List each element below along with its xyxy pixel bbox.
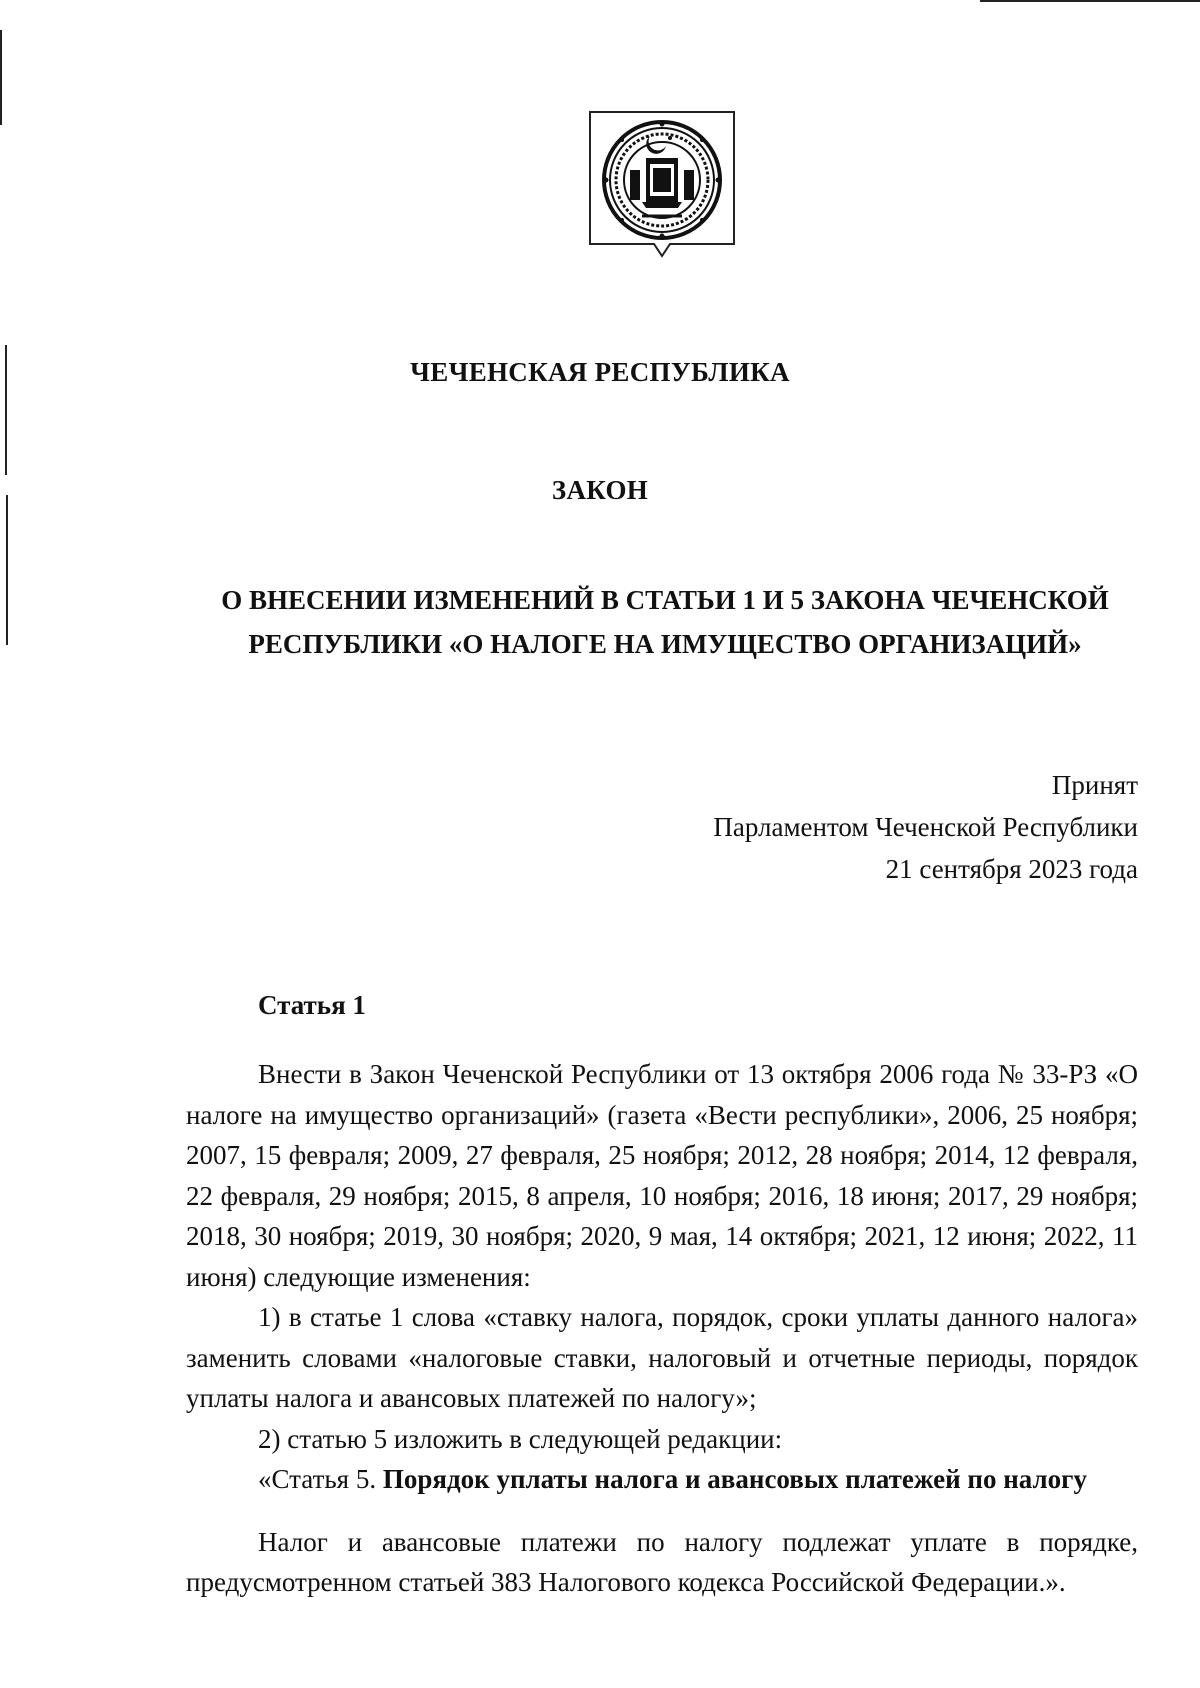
- article-5-title: Порядок уплаты налога и авансовых платежей по налогу: [382, 1464, 1087, 1494]
- amendment-item-2: 2) статью 5 изложить в следующей редакции:: [258, 1423, 783, 1454]
- adopted-date: 21 сентября 2023 года: [885, 854, 1138, 884]
- adopted-label: Принят: [1051, 770, 1138, 800]
- republic-title: ЧЕЧЕНСКАЯ РЕСПУБЛИКА: [410, 357, 790, 387]
- adoption-block: [713, 764, 1138, 890]
- article-1-body: [186, 1054, 1138, 1603]
- article-5-body: Налог и авансовые платежи по налогу подлежат уплате в порядке, предусмотренном статьей 383 Налогового кодекса Российской Федерации.».: [186, 1526, 1138, 1597]
- amendment-item-1: 1) в статье 1 слова «ставку налога, порядок, сроки уплаты данного налога» заменить словами «налоговые ставки, налоговый и отчетные периоды, порядок уплаты налога и авансовых платежей по налогу»;: [186, 1302, 1138, 1413]
- adopted-by: Парламентом Чеченской Республики: [713, 812, 1138, 842]
- scan-edge-mark: [0, 30, 2, 125]
- law-title: О ВНЕСЕНИИ ИЗМЕНЕНИЙ В СТАТЬИ 1 И 5 ЗАКОНА ЧЕЧЕНСКОЙ РЕСПУБЛИКИ «О НАЛОГЕ НА ИМУЩЕСТВО ОРГАНИЗАЦИЙ»: [221, 585, 1109, 659]
- chechen-republic-coat-of-arms-icon: [586, 108, 738, 268]
- article-5-prefix: «Статья 5.: [258, 1464, 383, 1494]
- scan-top-line: [980, 0, 1200, 2]
- document-type: ЗАКОН: [551, 475, 649, 505]
- article-1-intro: Внести в Закон Чеченской Республики от 13 октября 2006 года № 33-РЗ «О налоге на имущество организаций» (газета «Вести республики», 2006, 25 ноября; 2007, 15 февраля; 2009, 27 февраля, 25 ноября; 2012, 28 ноября; 2014, 12 февраля, 22 февраля, 29 ноября; 2015, 8 апреля, 10 ноября; 2016, 18 июня; 2017, 29 ноября; 2018, 30 ноября; 2019, 30 ноября; 2020, 9 мая, 14 октября; 2021, 12 июня; 2022, 11 июня) следующие изменения:: [186, 1059, 1138, 1292]
- scan-edge-mark: [6, 495, 8, 645]
- article-5-quote-heading: [186, 1459, 1138, 1500]
- article-1-heading: Статья 1: [258, 990, 366, 1020]
